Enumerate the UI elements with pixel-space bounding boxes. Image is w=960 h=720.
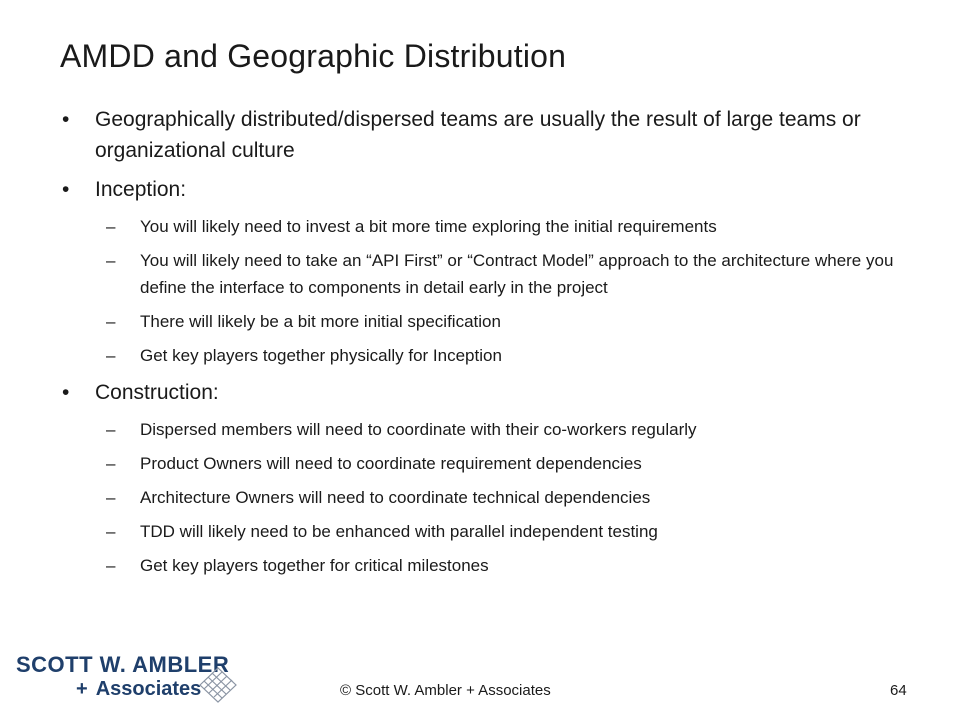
sub-bullet-text: There will likely be a bit more initial specification [140, 312, 501, 331]
sub-bullet-item [62, 416, 932, 443]
bullet-text: Construction: [95, 381, 219, 404]
sub-bullet-item [62, 247, 932, 301]
dash-marker: – [106, 522, 116, 541]
dash-marker: – [106, 488, 116, 507]
logo-name: SCOTT W. AMBLER [16, 652, 230, 677]
bullet-marker: • [62, 381, 70, 404]
sub-bullet-text: Dispersed members will need to coordinate with their co-workers regularly [140, 420, 697, 439]
company-logo [12, 652, 242, 710]
bullet-item [62, 377, 932, 408]
bullet-marker: • [62, 178, 70, 201]
slide-title: AMDD and Geographic Distribution [60, 38, 567, 74]
sub-list [62, 416, 932, 579]
sub-bullet-text: Get key players together for critical milestones [140, 556, 489, 575]
slide-body [62, 104, 932, 587]
wireframe-diamond-logo-icon [196, 664, 240, 706]
sub-bullet-item [62, 552, 932, 579]
footer-copyright: © Scott W. Ambler + Associates [340, 682, 551, 699]
logo-plus: + [76, 678, 88, 700]
bullet-text: Inception: [95, 178, 187, 201]
logo-associates: Associates [95, 678, 202, 700]
sub-bullet-text: You will likely need to invest a bit more time exploring the initial requirements [140, 217, 717, 236]
sub-bullet-text: You will likely need to take an “API First” or “Contract Model” approach to the architecture where you define the interface to components in detail early in the project [140, 251, 894, 297]
sub-bullet-item [62, 484, 932, 511]
page-number: 64 [890, 682, 907, 699]
dash-marker: – [106, 251, 116, 270]
dash-marker: – [106, 556, 116, 575]
sub-list [62, 213, 932, 369]
dash-marker: – [106, 346, 116, 365]
sub-bullet-item [62, 450, 932, 477]
sub-bullet-text: TDD will likely need to be enhanced with parallel independent testing [140, 522, 658, 541]
dash-marker: – [106, 454, 116, 473]
sub-bullet-text: Get key players together physically for Inception [140, 346, 502, 365]
sub-bullet-item [62, 342, 932, 369]
sub-bullet-text: Architecture Owners will need to coordinate technical dependencies [140, 488, 651, 507]
dash-marker: – [106, 420, 116, 439]
sub-bullet-text: Product Owners will need to coordinate requirement dependencies [140, 454, 642, 473]
dash-marker: – [106, 217, 116, 236]
bullet-item [62, 174, 932, 205]
dash-marker: – [106, 312, 116, 331]
logo-subtitle [76, 678, 201, 701]
sub-bullet-item [62, 518, 932, 545]
sub-bullet-item [62, 213, 932, 240]
bullet-item [62, 104, 932, 166]
sub-bullet-item [62, 308, 932, 335]
bullet-marker: • [62, 108, 70, 131]
bullet-text: Geographically distributed/dispersed teams are usually the result of large teams or organizational culture [95, 108, 861, 162]
